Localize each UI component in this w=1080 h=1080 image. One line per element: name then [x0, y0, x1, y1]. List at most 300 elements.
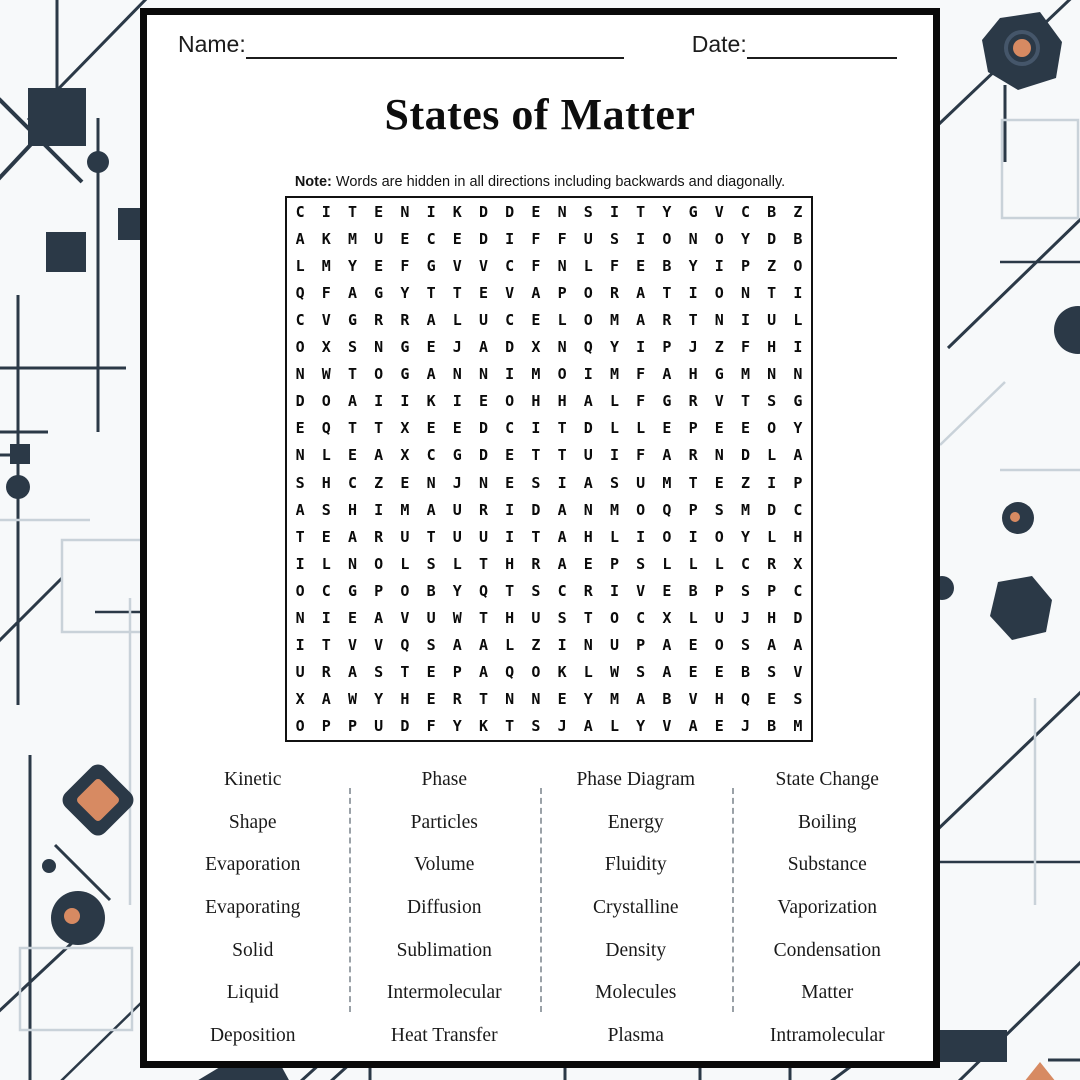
- grid-letter: E: [400, 229, 410, 248]
- grid-letter: A: [583, 473, 593, 492]
- grid-letter: P: [767, 581, 777, 600]
- grid-letter: K: [557, 663, 567, 682]
- grid-letter: Q: [662, 500, 672, 519]
- grid-letter: M: [531, 365, 541, 384]
- grid-letter: I: [321, 609, 331, 628]
- grid-letter: D: [478, 202, 488, 221]
- grid-letter: X: [531, 338, 541, 357]
- grid-letter: M: [740, 500, 750, 519]
- grid-letter: D: [531, 500, 541, 519]
- grid-letter: D: [400, 717, 410, 736]
- grid-letter: E: [740, 419, 750, 438]
- grid-letter: A: [347, 663, 357, 682]
- grid-letter: B: [688, 581, 698, 600]
- grid-letter: O: [321, 392, 331, 411]
- grid-letter: N: [478, 473, 488, 492]
- grid-letter: Y: [793, 419, 803, 438]
- grid-letter: R: [688, 446, 698, 465]
- grid-letter: Z: [793, 202, 803, 221]
- grid-letter: E: [426, 690, 436, 709]
- grid-letter: E: [374, 202, 384, 221]
- grid-letter: A: [636, 283, 646, 302]
- word-list-column: [540, 759, 732, 1057]
- grid-letter: U: [452, 500, 462, 519]
- grid-letter: Y: [609, 338, 619, 357]
- grid-letter: I: [793, 338, 803, 357]
- word-list-item: Substance: [787, 854, 867, 876]
- grid-letter: N: [557, 338, 567, 357]
- grid-letter: S: [740, 581, 750, 600]
- grid-letter: L: [583, 663, 593, 682]
- grid-letter: A: [374, 609, 384, 628]
- grid-letter: X: [400, 446, 410, 465]
- grid-letter: B: [767, 717, 777, 736]
- grid-letter: V: [793, 663, 803, 682]
- grid-letter: N: [714, 446, 724, 465]
- grid-letter: A: [636, 690, 646, 709]
- grid-letter: A: [767, 636, 777, 655]
- grid-letter: V: [478, 256, 488, 275]
- grid-letter: T: [321, 636, 331, 655]
- grid-letter: E: [583, 554, 593, 573]
- grid-letter: V: [688, 690, 698, 709]
- grid-letter: M: [347, 229, 357, 248]
- grid-letter: I: [557, 636, 567, 655]
- grid-letter: L: [636, 419, 646, 438]
- grid-letter: E: [714, 717, 724, 736]
- grid-letter: P: [557, 283, 567, 302]
- grid-letter: V: [714, 202, 724, 221]
- word-list-column: [349, 759, 541, 1057]
- grid-letter: A: [295, 500, 305, 519]
- grid-letter: J: [740, 717, 750, 736]
- grid-letter: D: [505, 202, 515, 221]
- grid-letter: C: [740, 202, 750, 221]
- grid-letter: N: [740, 283, 750, 302]
- grid-letter: O: [557, 365, 567, 384]
- grid-letter: I: [400, 392, 410, 411]
- grid-letter: T: [557, 446, 567, 465]
- grid-letter: T: [400, 663, 410, 682]
- grid-letter: K: [452, 202, 462, 221]
- grid-letter: Q: [321, 419, 331, 438]
- grid-letter: S: [426, 636, 436, 655]
- grid-letter: E: [321, 527, 331, 546]
- grid-letter: O: [714, 527, 724, 546]
- grid-letter: P: [452, 663, 462, 682]
- grid-letter: H: [583, 527, 593, 546]
- grid-letter: O: [714, 283, 724, 302]
- grid-letter: T: [531, 446, 541, 465]
- grid-letter: G: [452, 446, 462, 465]
- grid-letter: F: [531, 229, 541, 248]
- grid-letter: T: [583, 609, 593, 628]
- grid-letter: E: [688, 636, 698, 655]
- grid-letter: B: [740, 663, 750, 682]
- grid-letter: C: [557, 581, 567, 600]
- grid-letter: A: [662, 365, 672, 384]
- word-list-item: Boiling: [797, 811, 857, 833]
- grid-letter: L: [609, 527, 619, 546]
- word-list-item: Evaporating: [205, 897, 301, 919]
- grid-letter: H: [557, 392, 567, 411]
- grid-letter: Y: [452, 717, 462, 736]
- grid-letter: X: [321, 338, 331, 357]
- grid-letter: U: [452, 527, 462, 546]
- grid-letter: A: [347, 283, 357, 302]
- word-list-item: State Change: [775, 769, 879, 791]
- grid-letter: O: [295, 338, 305, 357]
- grid-letter: U: [374, 717, 384, 736]
- column-divider: [732, 788, 734, 1012]
- grid-letter: H: [400, 690, 410, 709]
- grid-letter: U: [636, 473, 646, 492]
- grid-letter: C: [793, 500, 803, 519]
- grid-letter: L: [688, 554, 698, 573]
- word-list-item: Fluidity: [604, 854, 667, 876]
- grid-letter: M: [609, 310, 619, 329]
- grid-letter: L: [609, 392, 619, 411]
- grid-letter: S: [609, 473, 619, 492]
- grid-letter: A: [557, 527, 567, 546]
- grid-letter: O: [767, 419, 777, 438]
- word-list-item: Energy: [607, 811, 664, 833]
- word-list-item: Diffusion: [407, 897, 482, 919]
- grid-letter: T: [347, 419, 357, 438]
- grid-letter: Q: [478, 581, 488, 600]
- grid-letter: F: [557, 229, 567, 248]
- grid-letter: L: [452, 554, 462, 573]
- grid-letter: I: [295, 554, 305, 573]
- grid-letter: I: [609, 581, 619, 600]
- grid-letter: T: [740, 392, 750, 411]
- grid-letter: H: [531, 392, 541, 411]
- grid-letter: B: [793, 229, 803, 248]
- grid-letter: A: [557, 554, 567, 573]
- grid-letter: N: [374, 338, 384, 357]
- grid-letter: G: [426, 256, 436, 275]
- note-label: Note:: [294, 174, 332, 190]
- grid-letter: A: [321, 690, 331, 709]
- grid-letter: A: [295, 229, 305, 248]
- grid-letter: N: [295, 365, 305, 384]
- grid-letter: S: [583, 202, 593, 221]
- grid-letter: Y: [583, 690, 593, 709]
- word-list-item: Plasma: [607, 1024, 664, 1046]
- grid-letter: A: [583, 392, 593, 411]
- grid-letter: N: [714, 310, 724, 329]
- grid-letter: E: [374, 256, 384, 275]
- grid-letter: N: [557, 256, 567, 275]
- grid-letter: C: [740, 554, 750, 573]
- grid-letter: E: [452, 419, 462, 438]
- grid-letter: U: [767, 310, 777, 329]
- grid-letter: S: [767, 663, 777, 682]
- word-list-item: Phase: [421, 769, 467, 791]
- grid-letter: Z: [374, 473, 384, 492]
- geometric-shapes-right: [930, 12, 1080, 1062]
- grid-letter: R: [374, 527, 384, 546]
- grid-letter: O: [609, 609, 619, 628]
- grid-letter: S: [740, 636, 750, 655]
- grid-letter: C: [793, 581, 803, 600]
- grid-letter: E: [531, 310, 541, 329]
- grid-letter: N: [478, 365, 488, 384]
- grid-letter: O: [295, 717, 305, 736]
- grid-letter: P: [793, 473, 803, 492]
- grid-letter: E: [426, 663, 436, 682]
- grid-letter: N: [793, 365, 803, 384]
- grid-letter: I: [636, 527, 646, 546]
- grid-letter: I: [688, 527, 698, 546]
- grid-letter: C: [505, 310, 515, 329]
- grid-letter: I: [505, 527, 515, 546]
- grid-letter: A: [662, 636, 672, 655]
- grid-letter: O: [400, 581, 410, 600]
- grid-letter: A: [662, 446, 672, 465]
- grid-letter: P: [636, 636, 646, 655]
- grid-letter: O: [531, 663, 541, 682]
- grid-letter: S: [295, 473, 305, 492]
- grid-letter: M: [793, 717, 803, 736]
- grid-letter: A: [531, 283, 541, 302]
- grid-letter: F: [400, 256, 410, 275]
- grid-letter: U: [714, 609, 724, 628]
- grid-letter: Y: [740, 527, 750, 546]
- grid-letter: S: [531, 717, 541, 736]
- grid-letter: R: [374, 310, 384, 329]
- grid-letter: N: [452, 365, 462, 384]
- grid-letter: U: [609, 636, 619, 655]
- word-list-item: Shape: [228, 811, 277, 833]
- grid-letter: Q: [583, 338, 593, 357]
- grid-letter: I: [374, 500, 384, 519]
- note-text: Words are hidden in all directions including backwards and diagonally.: [335, 174, 786, 190]
- grid-letter: M: [740, 365, 750, 384]
- grid-letter: L: [557, 310, 567, 329]
- grid-letter: Y: [636, 717, 646, 736]
- grid-letter: G: [400, 365, 410, 384]
- grid-letter: I: [321, 202, 331, 221]
- grid-letter: O: [374, 554, 384, 573]
- grid-letter: I: [793, 283, 803, 302]
- grid-letter: S: [714, 500, 724, 519]
- grid-letter: U: [295, 663, 305, 682]
- grid-letter: A: [426, 310, 436, 329]
- grid-letter: N: [295, 609, 305, 628]
- grid-letter: S: [321, 500, 331, 519]
- grid-letter: C: [426, 446, 436, 465]
- grid-letter: U: [531, 609, 541, 628]
- grid-letter: T: [688, 473, 698, 492]
- grid-letter: P: [321, 717, 331, 736]
- grid-letter: L: [505, 636, 515, 655]
- grid-letter: R: [583, 581, 593, 600]
- grid-letter: E: [505, 473, 515, 492]
- grid-letter: D: [793, 609, 803, 628]
- instructions-note: [147, 174, 933, 190]
- grid-letter: D: [767, 500, 777, 519]
- grid-letter: J: [740, 609, 750, 628]
- grid-letter: L: [609, 717, 619, 736]
- grid-letter: E: [347, 446, 357, 465]
- grid-letter: V: [347, 636, 357, 655]
- grid-letter: L: [295, 256, 305, 275]
- grid-letter: B: [662, 256, 672, 275]
- grid-letter: I: [767, 473, 777, 492]
- grid-letter: A: [636, 310, 646, 329]
- grid-letter: T: [478, 690, 488, 709]
- grid-letter: T: [505, 581, 515, 600]
- grid-letter: L: [321, 446, 331, 465]
- worksheet-card: [140, 8, 940, 1068]
- grid-letter: P: [688, 500, 698, 519]
- word-list-item: Volume: [414, 854, 475, 876]
- grid-letter: T: [295, 527, 305, 546]
- grid-letter: A: [478, 636, 488, 655]
- word-list: [157, 759, 923, 1057]
- grid-letter: O: [583, 283, 593, 302]
- grid-letter: E: [714, 473, 724, 492]
- grid-letter: L: [609, 419, 619, 438]
- grid-letter: I: [636, 229, 646, 248]
- word-list-item: Crystalline: [592, 897, 679, 919]
- grid-letter: A: [478, 338, 488, 357]
- grid-letter: Y: [400, 283, 410, 302]
- grid-letter: K: [478, 717, 488, 736]
- grid-letter: D: [767, 229, 777, 248]
- grid-letter: N: [295, 446, 305, 465]
- grid-letter: I: [505, 500, 515, 519]
- grid-letter: I: [374, 392, 384, 411]
- grid-letter: R: [321, 663, 331, 682]
- grid-letter: S: [609, 229, 619, 248]
- name-date-row: [178, 29, 897, 59]
- name-blank-line: [246, 31, 624, 59]
- grid-letter: U: [374, 229, 384, 248]
- grid-letter: R: [767, 554, 777, 573]
- grid-letter: P: [374, 581, 384, 600]
- grid-letter: V: [714, 392, 724, 411]
- word-list-item: Sublimation: [396, 939, 492, 961]
- grid-letter: E: [557, 690, 567, 709]
- grid-letter: P: [714, 581, 724, 600]
- grid-letter: A: [347, 392, 357, 411]
- grid-letter: G: [400, 338, 410, 357]
- grid-letter: Y: [347, 256, 357, 275]
- grid-letter: U: [478, 310, 488, 329]
- grid-letter: E: [347, 609, 357, 628]
- grid-letter: E: [662, 581, 672, 600]
- word-list-item: Heat Transfer: [390, 1024, 498, 1046]
- grid-letter: L: [767, 446, 777, 465]
- grid-letter: Z: [740, 473, 750, 492]
- grid-letter: U: [583, 229, 593, 248]
- grid-letter: I: [505, 365, 515, 384]
- grid-letter: Q: [505, 663, 515, 682]
- grid-letter: W: [609, 663, 619, 682]
- grid-letter: P: [740, 256, 750, 275]
- grid-letter: R: [478, 500, 488, 519]
- grid-letter: E: [400, 473, 410, 492]
- grid-letter: T: [452, 283, 462, 302]
- grid-letter: T: [478, 609, 488, 628]
- grid-letter: C: [426, 229, 436, 248]
- grid-letter: U: [400, 527, 410, 546]
- grid-letter: V: [505, 283, 515, 302]
- grid-letter: J: [688, 338, 698, 357]
- grid-letter: N: [347, 554, 357, 573]
- grid-letter: E: [767, 690, 777, 709]
- grid-letter: L: [793, 310, 803, 329]
- grid-letter: V: [636, 581, 646, 600]
- grid-letter: E: [714, 663, 724, 682]
- grid-letter: A: [688, 717, 698, 736]
- grid-letter: O: [793, 256, 803, 275]
- grid-letter: L: [662, 554, 672, 573]
- grid-letter: H: [714, 690, 724, 709]
- grid-letter: D: [505, 338, 515, 357]
- grid-letter: T: [767, 283, 777, 302]
- grid-letter: E: [426, 338, 436, 357]
- grid-letter: I: [714, 256, 724, 275]
- grid-letter: I: [557, 473, 567, 492]
- grid-letter: R: [452, 690, 462, 709]
- grid-letter: A: [583, 717, 593, 736]
- grid-letter: T: [426, 527, 436, 546]
- grid-letter: I: [688, 283, 698, 302]
- grid-letter: Z: [714, 338, 724, 357]
- grid-letter: B: [426, 581, 436, 600]
- grid-letter: F: [426, 717, 436, 736]
- word-list-item: Evaporation: [205, 854, 301, 876]
- grid-letter: X: [793, 554, 803, 573]
- column-divider: [540, 788, 542, 1012]
- grid-letter: E: [531, 202, 541, 221]
- grid-letter: T: [688, 310, 698, 329]
- word-list-item: Intramolecular: [769, 1024, 885, 1046]
- grid-letter: R: [688, 392, 698, 411]
- grid-letter: O: [295, 581, 305, 600]
- grid-letter: S: [426, 554, 436, 573]
- grid-letter: G: [688, 202, 698, 221]
- grid-letter: K: [426, 392, 436, 411]
- grid-letter: Z: [767, 256, 777, 275]
- grid-letter: F: [531, 256, 541, 275]
- grid-letter: F: [636, 446, 646, 465]
- grid-letter: N: [767, 365, 777, 384]
- page-title: States of Matter: [384, 90, 696, 139]
- grid-letter: L: [767, 527, 777, 546]
- grid-letter: R: [662, 310, 672, 329]
- grid-letter: A: [426, 500, 436, 519]
- date-blank-line: [747, 31, 897, 59]
- grid-letter: C: [295, 310, 305, 329]
- word-list-item: Deposition: [209, 1024, 296, 1046]
- grid-letter: H: [793, 527, 803, 546]
- word-list-column: [157, 759, 349, 1057]
- grid-letter: O: [714, 229, 724, 248]
- grid-letter: O: [714, 636, 724, 655]
- grid-letter: J: [452, 473, 462, 492]
- grid-letter: V: [662, 717, 672, 736]
- grid-letter: T: [505, 717, 515, 736]
- grid-letter: V: [321, 310, 331, 329]
- grid-letter: B: [767, 202, 777, 221]
- grid-letter: E: [505, 446, 515, 465]
- grid-letter: T: [557, 419, 567, 438]
- geometric-shapes-left: [6, 88, 142, 945]
